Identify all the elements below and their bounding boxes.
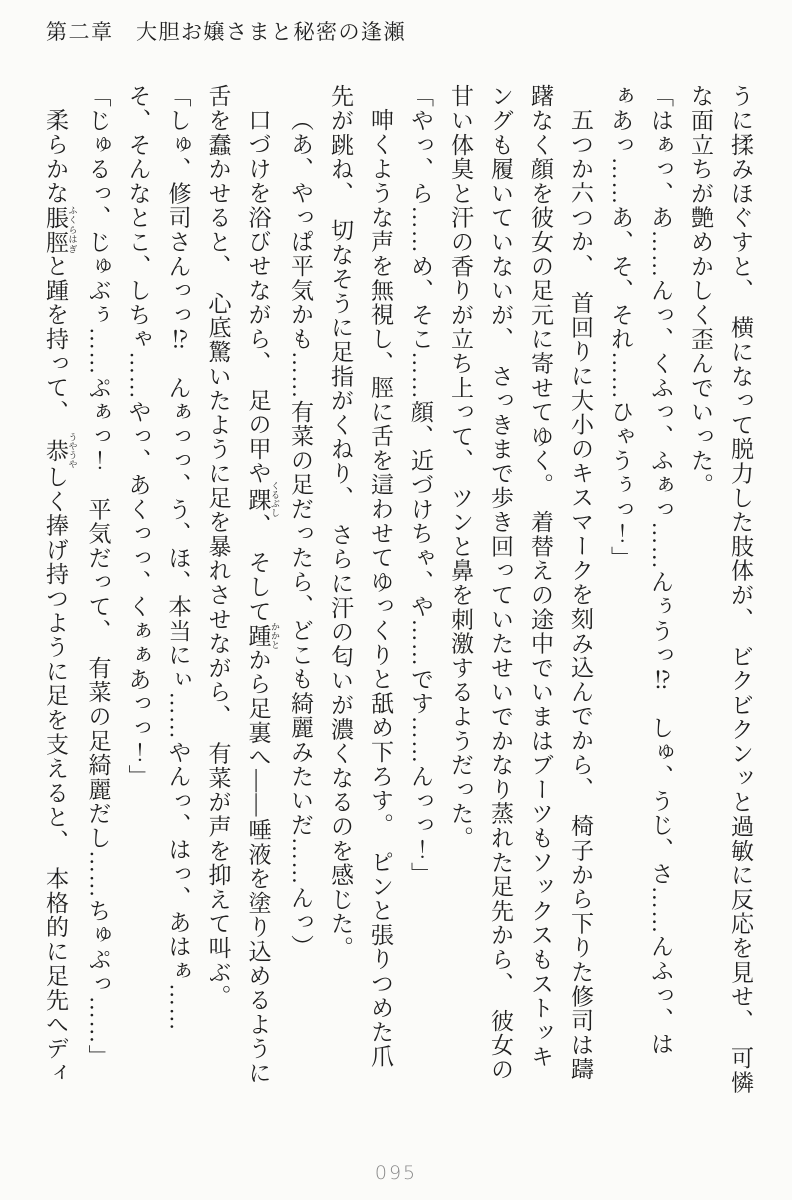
- chapter-header: 第二章 大胆お嬢さまと秘密の逢瀬: [46, 20, 406, 44]
- text-column: 「じゅるっ、じゅぶぅ……ぷぁっ！ 平気だって、 有菜の足綺麗だし……ちゅぷっ……」: [85, 84, 111, 1069]
- text-column: 先が跳ね、 切なそうに足指がくねり、 さらに汗の匂いが濃くなるのを感じた。: [328, 84, 353, 961]
- text-column: ングも履いていないが、 さっきまで歩き回っていたせいでかなり蒸れた足先から、 彼女の: [488, 84, 513, 1082]
- ruby-annotated-word: 踝 くるぶし: [245, 481, 280, 518]
- text-column: うに揉みほぐすと、 横になって脱力した肢体が、 ビクビクンッと過敏に反応を見せ、 可憐: [728, 84, 753, 1095]
- text-column: （あ、やっぱ平気かも……有菜の足だったら、どこも綺麗みたいだ……んっ）: [288, 108, 313, 959]
- text-column: 「やっ、ら……め、そこ……顔、近づけちゃ、や……です……んっっ！」: [408, 84, 433, 886]
- ruby-annotated-word: 脹脛 ふくらはぎ: [43, 205, 78, 255]
- text-column: 呻くような声を無視し、脛に舌を這わせてゆっくりと舐め下ろす。 ピンと張りつめた爪: [368, 108, 393, 1069]
- text-column: ぁあっ……あ、そ、それ……ひゃうぅっ！」: [608, 84, 633, 570]
- page-number: 095: [374, 1162, 418, 1184]
- text-column: な面立ちが艶めかしく歪んでいった。: [688, 84, 713, 498]
- text-columns: [40, 84, 760, 1132]
- text-column: そ、そんなとこ、しちゃ……やっ、あくっっ、くぁぁあっっ！」: [125, 84, 151, 789]
- text-column: 「しゅ、修司さんっっ⁉ んぁっっ、う、ほ、本当にぃ……やんっ、はっ、あはぁ……: [165, 84, 191, 1032]
- text-column: 舌を蠢かせると、 心底驚いたように足を暴れさせながら、 有菜が声を抑えて叫ぶ。: [205, 84, 231, 1009]
- text-column: 甘い体臭と汗の香りが立ち上って、 ツンと鼻を刺激するようだった。: [448, 84, 473, 851]
- text-column: 五つか六つか、 首回りに大小のキスマークを刻み込んでから、 椅子から下りた修司は躊: [568, 108, 593, 1082]
- text-column: 躇なく顔を彼女の足元に寄せてゆく。 着替えの途中でいまはブーツもソックスもストッキ: [528, 84, 553, 1069]
- text-column: 「はぁっ、あ……んっ、くふっ、ふぁっ……んぅうっ⁉ しゅ、うじ、さ……んふっ、は: [648, 84, 673, 1056]
- text-column: 柔らかな脹脛 ふくらはぎと踵を持って、 恭 うやうやしく捧げ持つように足を支えると、 本格的に足先へディ: [43, 108, 78, 1086]
- ruby-annotated-word: 恭 うやうや: [43, 433, 78, 470]
- text-column: 口づけを浴びせながら、 足の甲や踝 くるぶし、 そして踵 かかとから足裏へ――唾液を塗り込めるように: [245, 108, 280, 1086]
- ruby-annotated-word: 踵 かかと: [245, 622, 280, 650]
